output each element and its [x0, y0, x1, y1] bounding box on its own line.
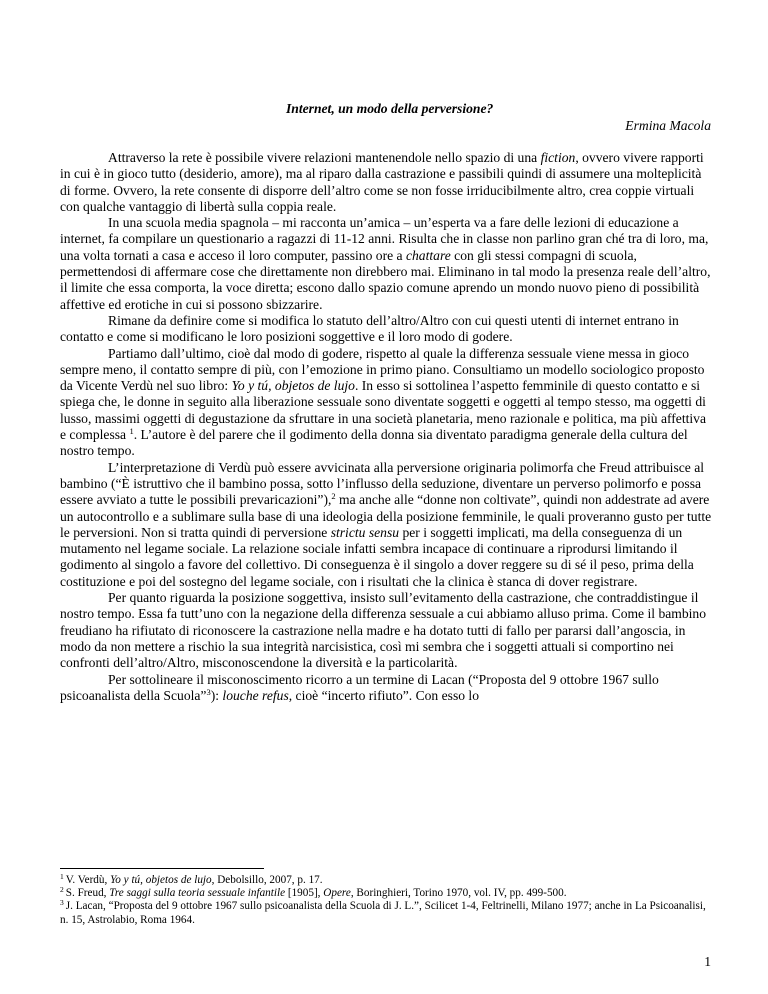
text-run: Per quanto riguarda la posizione soggettiva, insisto sull’evitamento della castrazione, che contraddistingue il nostro tempo. Essa fa tutt’uno con la negazione della differenza sessuale a cui abbiamo alluso prima. Come il bambino freudiano ha rifiutato di riconoscere la castrazione nella madre e ha dotato tutti di fallo per pararsi dall’angoscia, in modo da non mettere a rischio la sua integrità narcisistica, così mi sembra che i soggetti attuali si comportino nei confronti dell’altro/Altro, misconoscendone la diversità e la particolarità. — [60, 590, 707, 671]
italic-text: chattare — [405, 247, 451, 263]
article-title: Internet, un modo della perversione? — [286, 101, 494, 116]
footnote — [60, 887, 712, 900]
page-number: 1 — [704, 954, 711, 969]
italic-text: louche refus — [222, 687, 289, 703]
text-run: con gli stessi compagni di scuola, permettendosi di affermare cose che direttamente non direbbero mai. Eliminano in tal modo la presenza reale dell’altro, il limite che essa comporta, la voce diretta; escono dallo spazio comune aprendo un mondo nuovo pieno di possibilità affettive ed erotiche in cui si possono sbizzarire. — [60, 247, 711, 312]
author-name: Ermina Macola — [625, 118, 711, 133]
text-run: J. Lacan, “Proposta del 9 ottobre 1967 sullo psicoanalista della Scuola di J. L.”, Scilicet 1-4, Feltrinelli, Milano 1977; anche in La Psicoanalisi, n. 15, Astrolabio, Roma 1964. — [60, 900, 706, 926]
italic-text: strictu sensu — [330, 524, 400, 540]
body-paragraph — [60, 590, 712, 671]
text-run: L’interpretazione di Verdù può essere avvicinata alla perversione originaria polimorfa che Freud attribuisce al bambino (“È istruttivo che il bambino possa, sotto l’influsso della seduzione, diventare un perverso polimorfo e possa essere avviato a tutte le possibili prevaricazioni”), — [60, 459, 705, 508]
text-run: [1905], — [285, 887, 324, 900]
text-run: ma anche alle “donne non coltivate”, quindi non addestrate ad avere un autocontrollo e a sublimare sulla base di una ideologia della posizione femminile, le quali proveranno gusto per tutte le perversioni. Non si tratta quindi di perversione — [60, 492, 712, 540]
text-run: Per sottolineare il misconoscimento ricorro a un termine di Lacan (“Proposta del 9 ottobre 1967 sullo psicoanalista della Scuola” — [60, 671, 659, 703]
text-run: . L’autore è del parere che il godimento della donna sia diventato paradigma generale della cultura del nostro tempo. — [60, 427, 688, 459]
text-run: , Debolsillo, 2007, p. 17. — [211, 874, 323, 886]
text-run: , Boringhieri, Torino 1970, vol. IV, pp. 499-500. — [350, 887, 567, 900]
body-paragraph — [60, 460, 712, 590]
italic-text: Opere — [323, 887, 351, 900]
italic-text: Yo y tú, objetos de lujo — [110, 874, 212, 886]
footnote-number: 3 — [60, 898, 64, 908]
body-paragraph — [60, 346, 712, 460]
article-body — [60, 150, 712, 704]
footnote — [60, 900, 712, 926]
footnote-separator — [60, 868, 264, 869]
footnote — [60, 874, 712, 887]
italic-text: fiction — [540, 150, 576, 165]
italic-text: Tre saggi sulla teoria sessuale infantile — [109, 887, 286, 900]
footnote-reference[interactable]: 1 — [129, 426, 134, 437]
text-run: Attraverso la rete è possibile vivere relazioni mantenendole nello spazio di una — [108, 150, 541, 165]
body-paragraph — [60, 150, 712, 215]
text-run: ): — [210, 687, 223, 703]
text-run: , cioè “incerto rifiuto”. Con esso lo — [288, 687, 480, 703]
body-paragraph — [60, 672, 712, 705]
text-run: per i soggetti implicati, ma della conseguenza di un mutamento nel legame sociale. La relazione sociale infatti sembra incapace di continuare a riprodursi limitando il godimento al singolo a favore del collettivo. Di conseguenza è il singolo a dover reggere su di sé il peso, prima della costituzione e poi del sostegno del legame sociale, con i risultati che la clinica è stanca di dover registrare. — [60, 524, 694, 589]
text-run: . In esso si sottolinea l’aspetto femminile di questo contatto e si spiega che, le donne in seguito alla liberazione sessuale sono diventate soggetti e oggetti al tempo stesso, ma oggetti di lusso, massimi oggetti di degustazione da sfruttare in una società planetaria, meno razionale e politica, ma più affettiva e complessa — [60, 378, 706, 443]
footnotes — [60, 874, 712, 927]
body-paragraph — [60, 313, 712, 346]
text-run: Rimane da definire come si modifica lo statuto dell’altro/Altro con cui questi utenti di internet entrano in contatto e come si modificano le loro posizioni soggettive e il loro modo di godere. — [60, 312, 679, 345]
footnote-reference[interactable]: 2 — [331, 491, 336, 502]
text-run: Partiamo dall’ultimo, cioè dal modo di godere, rispetto al quale la differenza sessuale viene messa in gioco sempre meno, il contatto sempre di più, con l’emozione in primo piano. Consultiamo un modello sociologico proposto da Vicente Verdù nel suo libro: — [60, 345, 705, 394]
text-run: In una scuola media spagnola – mi racconta un’amica – un’esperta va a fare delle lezioni di educazione a internet, fa compilare un questionario a ragazzi di 11-12 anni. Risulta che in classe non parlino gran ché tra di loro, ma, una volta tornati a casa e acceso il loro computer, passino ore a — [60, 215, 709, 263]
footnote-reference[interactable]: 3 — [206, 686, 211, 697]
text-run: S. Freud, — [65, 887, 110, 900]
body-paragraph — [60, 215, 712, 313]
text-run: , ovvero vivere rapporti in cui è in gioco tutto (desiderio, amore), ma al riparo dalla castrazione e passibili quindi di assumere una molteplicità di forme. Ovvero, la rete consente di disporre dell’altro come se non fosse irriducibilmente altro, crea coppie virtuali con qualche vantaggio di libertà sulla coppia reale. — [60, 150, 704, 214]
footnote-number: 1 — [60, 872, 64, 881]
text-run: V. Verdù, — [65, 874, 111, 886]
italic-text: Yo y tú, objetos de lujo — [231, 378, 355, 394]
footnote-number: 2 — [60, 885, 64, 895]
